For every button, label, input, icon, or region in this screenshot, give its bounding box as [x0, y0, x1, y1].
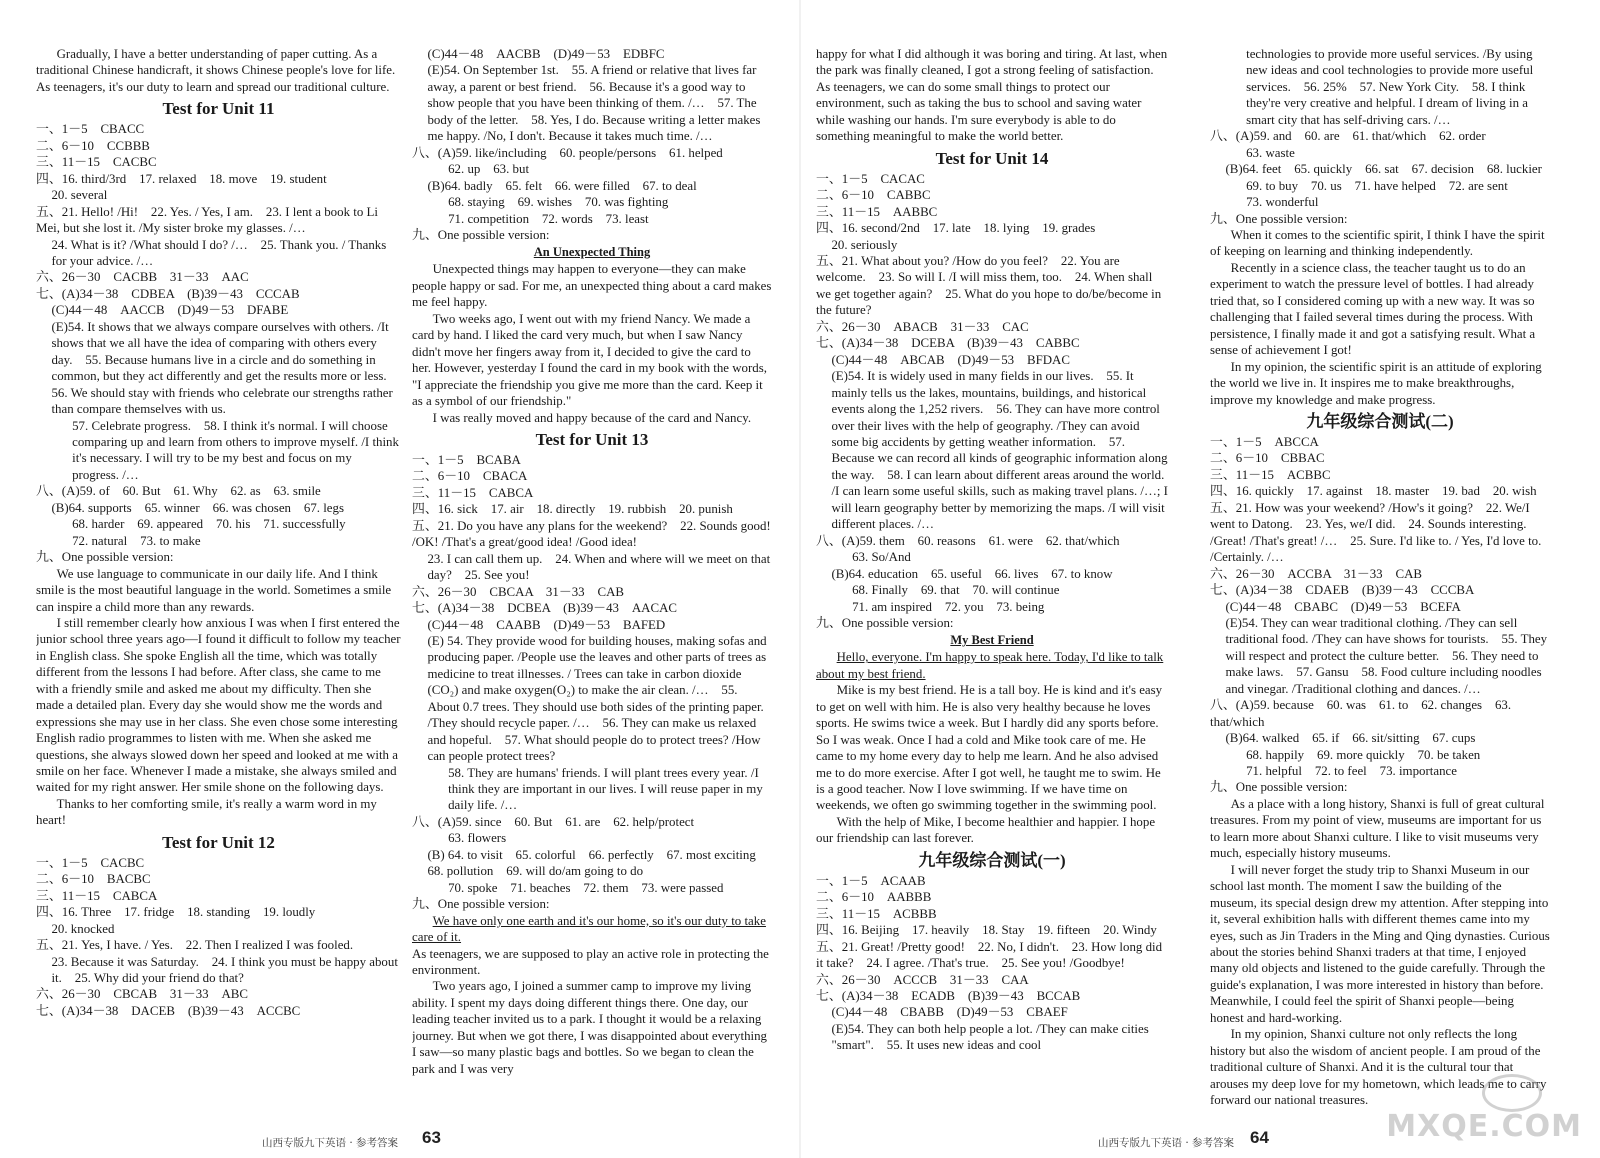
- answer-line: 63. waste: [1246, 145, 1295, 160]
- answer-line: 68. harder 69. appeared 70. his 71. successfully: [72, 517, 346, 532]
- answer-line: 20. several: [51, 188, 108, 203]
- answer-line: 三、11－15 AABBC: [816, 204, 938, 219]
- answer-line: 69. to buy 70. us 71. have helped 72. are sent: [1246, 178, 1508, 193]
- answer-line: 六、26－30 ABACB 31－33 CAC: [816, 319, 1029, 334]
- answer-line: 63. flowers: [448, 831, 507, 846]
- answer-line: 五、21. Do you have any plans for the weekend? 22. Sounds good! /OK! /That's a great/good idea! /Good idea!: [412, 518, 771, 550]
- answer-line: 七、(A)34－38 DCEBA (B)39－43 CABBC: [816, 336, 1080, 351]
- answer-line: 五、21. How was your weekend? /How's it going? 22. We/I went to Datong. 23. Yes, we/I did. 24. Sounds interesting. /Great! /That's great! /… 25. Sure. I'd like to. / Yes, I'd love to. /Certainly. /…: [1210, 500, 1542, 565]
- essay-title: An Unexpected Thing: [533, 245, 651, 260]
- answer-line: 三、11－15 ACBBC: [1210, 467, 1331, 482]
- section-heading: 九年级综合测试(二): [1306, 411, 1454, 431]
- answer-line: 六、26－30 CBCAB 31－33 ABC: [36, 987, 249, 1002]
- answer-line: 七、(A)34－38 CDBEA (B)39－43 CCCAB: [36, 286, 300, 301]
- answer-line: 四、16. Beijing 17. heavily 18. Stay 19. fifteen 20. Windy: [816, 923, 1157, 938]
- answer-line: As teenagers, we are supposed to play an active role in protecting the environment.: [412, 946, 769, 978]
- answer-line: 八、(A)59. of 60. But 61. Why 62. as 63. smile: [36, 484, 321, 499]
- answer-line: 62. up 63. but: [448, 162, 530, 177]
- answer-line: 20. seriously: [831, 237, 898, 252]
- left-page-column-2: [412, 46, 772, 1128]
- answer-line: 一、1－5 CACAC: [816, 171, 925, 186]
- essay-paragraph: Unexpected things may happen to everyone—they can make people happy or sad. For me, an unexpected thing about a card makes me feel happy.: [412, 262, 772, 310]
- answer-line: 68. staying 69. wishes 70. was fighting: [448, 195, 669, 210]
- answer-line: (E)54. They can both help people a lot. /They can make cities "smart". 55. It uses new ideas and cool: [831, 1021, 1149, 1053]
- answer-line: 七、(A)34－38 CDAEB (B)39－43 CCCBA: [1210, 583, 1475, 598]
- essay-paragraph: Recently in a science class, the teacher taught us to do an experiment to watch the pressure level of bottles. I had already tried that, so I considered coming up with a new way. It was so challenging that I failed several times during the process. With persistence, I finally made it and got a satisfying result. What a sense of achievement I got!: [1210, 260, 1536, 358]
- essay-paragraph: Mike is my best friend. He is a tall boy. He is kind and it's easy to get on well with him. He is also very healthy because he loves sports. He swims twice a week. But I hardly did any sports before. So I was weak. Once I had a cold and Mike took care of me. He came to my home every day to help me learn. And he also advised me to do more exercise. After I got well, he taught me to swim. He is a good teacher. Now I love swimming. If we have time on weekends, we often go swimming together in the swimming pool.: [816, 683, 1163, 813]
- answer-line: 71. competition 72. words 73. least: [448, 211, 649, 226]
- essay-paragraph: I still remember clearly how anxious I was when I first entered the junior school three years ago—I found it difficult to follow my teacher in English class. She spoke English all the time, which was totally different from the lessons I had before. After class, she came to me with a friendly smile and asked me about my difficulty. Then she made a detailed plan. Every day she would show me the words and expressions she may use in her class. She even chose some interesting English radio programmes to listen with me. When she asked me questions, she always slowed down her speed and looked at me with a smile on her face. Whenever I made a mistake, she always smiled and waited for my right answer. Her smile shone on the following days.: [36, 615, 401, 795]
- answer-line: 九、One possible version:: [412, 897, 550, 912]
- answer-line: 二、6－10 CBBAC: [1210, 451, 1325, 466]
- answer-line: 六、26－30 ACCCB 31－33 CAA: [816, 972, 1029, 987]
- section-heading: Test for Unit 12: [162, 832, 275, 852]
- section-heading: Test for Unit 13: [535, 429, 649, 449]
- section-heading: Test for Unit 14: [935, 148, 1049, 168]
- right-page-number: 64: [1250, 1128, 1269, 1147]
- answer-line: (E)54. It is widely used in many fields in our lives. 55. It mainly tells us the lakes, mountains, buildings, and historical events along the 1,252 rivers. 56. They can have more control over their lives with the help of geography. /They can avoid some big accidents by getting weather information. 57. Because we can record all kinds of geographic information along the way. 58. I can learn about different areas around the world. /I can learn some useful skills, such as making travel plans. /…; I will learn geography better by memorizing the maps. /I will visit different places. /…: [831, 369, 1168, 532]
- answer-line: 一、1－5 CBACC: [36, 122, 145, 137]
- answer-line: 四、16. Three 17. fridge 18. standing 19. loudly: [36, 905, 316, 920]
- answer-line: 四、16. quickly 17. against 18. master 19. bad 20. wish: [1210, 484, 1537, 499]
- answer-line: 九、One possible version:: [1210, 211, 1348, 226]
- answer-line: (B) 64. to visit 65. colorful 66. perfectly 67. most exciting 68. pollution 69. will do/am going to do: [427, 847, 769, 879]
- answer-line: (C)44－48 AACCB (D)49－53 DFABE: [51, 303, 289, 318]
- answer-line: technologies to provide more useful services. /By using new ideas and cool technologies to provide more useful services. 56. 25% 57. New York City. 58. I think they're very creative and helpful. I dream of living in a smart city that has self-driving cars. /…: [1246, 47, 1534, 127]
- left-page-column-1: [36, 46, 401, 1128]
- right-page-column-2: [1210, 46, 1550, 1128]
- answer-line: (B)64. feet 65. quickly 66. sat 67. decision 68. luckier: [1225, 162, 1542, 177]
- answer-line: 三、11－15 ACBBB: [816, 906, 937, 921]
- essay-paragraph: We use language to communicate in our daily life. And I think smile is the most beautiful language in the world. Sometimes a smile can inspire a child more than any rewards.: [36, 566, 392, 614]
- watermark-emblem: [1482, 1074, 1542, 1112]
- answer-line: 五、21. What about you? /How do you feel? 22. You are welcome. 23. So will I. /I will miss them, too. 24. When shall we get together again? 25. What do you hope to do/be/become in the future?: [816, 253, 1162, 318]
- answer-line: 71. helpful 72. to feel 73. importance: [1246, 764, 1457, 779]
- section-heading: 九年级综合测试(一): [918, 850, 1066, 870]
- answer-line: 四、16. sick 17. air 18. directly 19. rubbish 20. punish: [412, 502, 733, 517]
- answer-line: 68. happily 69. more quickly 70. be taken: [1246, 747, 1481, 762]
- essay-paragraph: With the help of Mike, I become healthier and happier. I hope our friendship can last forever.: [816, 814, 1156, 846]
- answer-line: 72. natural 73. to make: [72, 533, 201, 548]
- answer-line: 八、(A)59. like/including 60. people/persons 61. helped: [412, 145, 723, 160]
- answer-line: 九、One possible version:: [1210, 780, 1348, 795]
- answer-line: (B)64. badly 65. felt 66. were filled 67. to deal: [427, 178, 697, 193]
- answer-line: 九、One possible version:: [816, 615, 954, 630]
- answer-line: 24. What is it? /What should I do? /… 25. Thank you. / Thanks for your advice. /…: [51, 237, 387, 268]
- answer-line: 一、1－5 ACAAB: [816, 873, 926, 888]
- right-page-column-1: [816, 46, 1168, 1128]
- answer-line: 58. They are humans' friends. I will plant trees every year. /I think they are important in our lives. I will reuse paper in my daily life. /…: [448, 765, 763, 813]
- essay-paragraph: In my opinion, Shanxi culture not only reflects the long history but also the wisdom of ancient people. I am proud of the traditional culture of Shanxi. And it is the cultural tour that arouses my deep love for my hometown, which leads me to carry forward our national treasures.: [1210, 1027, 1547, 1108]
- left-page-footer: 山西专版九下英语 · 参考答案: [262, 1137, 399, 1149]
- answer-line: 五、21. Yes, I have. / Yes. 22. Then I realized I was fooled.: [36, 938, 354, 953]
- answer-line: 四、16. second/2nd 17. late 18. lying 19. grades: [816, 221, 1096, 236]
- right-page: [800, 0, 1600, 1158]
- answer-line: 三、11－15 CABCA: [412, 485, 534, 500]
- answer-line: (B)64. education 65. useful 66. lives 67. to know: [831, 566, 1113, 581]
- answer-line: 九、One possible version:: [412, 227, 550, 242]
- answer-line: (E)54. They can wear traditional clothing. /They can sell traditional food. /They can have shows for tourists. 55. They will respect and protect the culture better. 56. They need to make laws. 57. Gansu 58. Food culture including noodles and vinegar. /Traditional clothing and dances. /…: [1225, 615, 1548, 696]
- answer-line: 68. Finally 69. that 70. will continue: [852, 583, 1060, 598]
- answer-line: 八、(A)59. them 60. reasons 61. were 62. that/which: [816, 533, 1120, 548]
- watermark-logo: [1386, 1076, 1582, 1146]
- answer-line: (C)44－48 ABCAB (D)49－53 BFDAC: [831, 352, 1070, 367]
- section-heading: Test for Unit 11: [162, 99, 275, 119]
- essay-paragraph: We have only one earth and it's our home, so it's our duty to take care of it.: [412, 913, 766, 945]
- essay-paragraph: I was really moved and happy because of the card and Nancy.: [432, 410, 752, 425]
- essay-paragraph: In my opinion, the scientific spirit is an attitude of exploring the world we live in. It inspires me to make breakthroughs, improve my knowledge and make progress.: [1210, 359, 1542, 407]
- answer-line: (B)64. walked 65. if 66. sit/sitting 67. cups: [1225, 731, 1476, 746]
- essay-paragraph: Gradually, I have a better understanding of paper cutting. As a traditional Chinese handicraft, it shows Chinese people's love for life. As teenagers, it's our duty to learn and spread our traditional culture.: [36, 47, 396, 94]
- essay-paragraph: Thanks to her comforting smile, it's really a warm word in my heart!: [36, 796, 377, 828]
- answer-line: 七、(A)34－38 DCBEA (B)39－43 AACAC: [412, 601, 677, 616]
- answer-line: (C)44－48 CBABC (D)49－53 BCEFA: [1225, 599, 1461, 614]
- left-page-number: 63: [422, 1128, 441, 1147]
- right-page-footer: 山西专版九下英语 · 参考答案: [1098, 1137, 1235, 1149]
- answer-line: 一、1－5 CACBC: [36, 855, 145, 870]
- answer-line: 九、One possible version:: [36, 550, 174, 565]
- answer-line: 二、6－10 AABBB: [816, 890, 932, 905]
- answer-line: 70. spoke 71. beaches 72. them 73. were passed: [448, 880, 724, 895]
- watermark-text: MXQE.COM: [1386, 1109, 1582, 1144]
- answer-line: 二、6－10 CCBBB: [36, 138, 150, 153]
- answer-line: (B)64. supports 65. winner 66. was chosen 67. legs: [51, 500, 344, 515]
- answer-line: (E)54. On September 1st. 55. A friend or relative that lives far away, a parent or best friend. 56. Because it's a good way to show people that you have been thinking of them. /… 57. The body of the letter. 58. Yes, I do. Because writing a letter makes me happy. /No, I don't. Because it takes much time. /…: [427, 63, 761, 144]
- answer-line: 一、1－5 BCABA: [412, 452, 521, 467]
- essay-title: My Best Friend: [950, 633, 1034, 648]
- answer-line: 23. Because it was Saturday. 24. I think you must be happy about it. 25. Why did your friend do that?: [51, 954, 398, 986]
- answer-line: (C)44－48 AACBB (D)49－53 EDBFC: [427, 47, 665, 61]
- answer-line: 二、6－10 CBACA: [412, 469, 528, 484]
- answer-line: 六、26－30 CBCAA 31－33 CAB: [412, 584, 625, 599]
- answer-line: 八、(A)59. because 60. was 61. to 62. changes 63. that/which: [1210, 698, 1512, 729]
- answer-line: 三、11－15 CACBC: [36, 155, 157, 170]
- answer-line: happy for what I did although it was boring and tiring. At last, when the park was finally cleaned, I got a strong feeling of satisfaction. As teenagers, we can do some small things to protect our environment, such as taking the bus to school and saving water while washing our hands. I'm sure everybody is able to do something meaningful to make the world better.: [816, 47, 1168, 144]
- essay-paragraph: I will never forget the study trip to Shanxi Museum in our school last month. The moment I saw the building of the museum, its special design drew my attention. After stepping into it, several exhibition halls with different themes came into my eyes, such as Jin Traders in the Ming and Qing dynasties. Curious about the stories behind Shanxi traders at that time, I enjoyed many old objects and listened to the guide carefully. Through the guide's explanation, I was more interested in history than before. Meanwhile, I could feel the spirit of Shanxi people—being honest and hard-working.: [1210, 862, 1550, 1025]
- answer-line: 63. So/And: [852, 550, 911, 565]
- answer-line: (E) 54. They provide wood for building houses, making sofas and producing paper. /People use the leaves and other parts of trees as medicine to treat illnesses. / Trees can take in carbon dioxide (CO₂) and make oxygen(O₂) to make the air clean. /… 55. About 0.7 trees. They should use both sides of the printing paper. /They should recycle paper. /… 56. They can make us relaxed and hopeful. 57. What should people do to protect trees? /How can people protect trees?: [427, 633, 767, 764]
- answer-line: 五、21. Hello! /Hi! 22. Yes. / Yes, I am. 23. I lent a book to Li Mei, but she lost it. /My sister broke my glasses. /…: [36, 204, 378, 236]
- answer-line: 73. wonderful: [1246, 195, 1319, 210]
- answer-line: 57. Celebrate progress. 58. I think it's normal. I will choose comparing up and learn from others to improve myself. /I think it's necessary. I will try to be my best and focus on my progress. /…: [72, 418, 399, 482]
- answer-line: 二、6－10 BACBC: [36, 872, 151, 887]
- answer-line: 20. knocked: [51, 921, 115, 936]
- answer-line: 23. I can call them up. 24. When and where will we meet on that day? 25. See you!: [427, 551, 771, 583]
- answer-line: 四、16. third/3rd 17. relaxed 18. move 19. student: [36, 171, 327, 186]
- answer-line: 二、6－10 CABBC: [816, 188, 931, 203]
- answer-line: 五、21. Great! /Pretty good! 22. No, I didn't. 23. How long did it take? 24. I agree. /That's true. 25. See you! /Goodbye!: [816, 939, 1163, 971]
- answer-line: 71. am inspired 72. you 73. being: [852, 599, 1045, 614]
- answer-line: 六、26－30 CACBB 31－33 AAC: [36, 270, 249, 285]
- answer-line: 七、(A)34－38 DACEB (B)39－43 ACCBC: [36, 1003, 301, 1018]
- answer-line: (C)44－48 CBABB (D)49－53 CBAEF: [831, 1005, 1068, 1020]
- answer-line: (C)44－48 CAABB (D)49－53 BAFED: [427, 617, 666, 632]
- answer-line: 八、(A)59. and 60. are 61. that/which 62. order: [1210, 129, 1486, 144]
- answer-line: 七、(A)34－38 ECADB (B)39－43 BCCAB: [816, 989, 1081, 1004]
- essay-paragraph: Two years ago, I joined a summer camp to improve my living ability. I spent my days doing different things there. One day, our leading teacher invited us to a park. I thought it would be a relaxing journey. But when we got there, I was disappointed about everything I saw—so many plastic bags and bottles. So we began to clean the park and I was very: [412, 979, 768, 1076]
- essay-paragraph: As a place with a long history, Shanxi is full of great cultural treasures. From my point of view, museums are important for us to learn more about Shanxi culture. I like to visit museums very much, especially history museums.: [1210, 796, 1545, 861]
- essay-paragraph: When it comes to the scientific spirit, I think I have the spirit of keeping on learning and thinking independently.: [1210, 227, 1545, 259]
- answer-line: 一、1－5 ABCCA: [1210, 434, 1319, 449]
- answer-line: 三、11－15 CABCA: [36, 888, 158, 903]
- essay-paragraph: Hello, everyone. I'm happy to speak here. Today, I'd like to talk about my best friend.: [816, 650, 1164, 681]
- essay-paragraph: Two weeks ago, I went out with my friend Nancy. We made a card by hand. I liked the card very much, but when I saw Nancy didn't move her fingers away from it, I decided to give the card to her. However, yesterday I found the card in my book with the words, "I appreciate the friendship you give me more than the card. Keep it as a symbol of our friendship.": [412, 311, 767, 409]
- answer-line: 八、(A)59. since 60. But 61. are 62. help/protect: [412, 814, 695, 829]
- answer-line: (E)54. It shows that we always compare ourselves with others. /It shows that we all have the idea of comparing with others every day. 55. Because humans live in a circle and do something in common, but they act differently and get the results more or less. 56. We should stay with friends who celebrate our strengths rather than compare themselves with us.: [51, 319, 400, 417]
- answer-line: 六、26－30 ACCBA 31－33 CAB: [1210, 566, 1423, 581]
